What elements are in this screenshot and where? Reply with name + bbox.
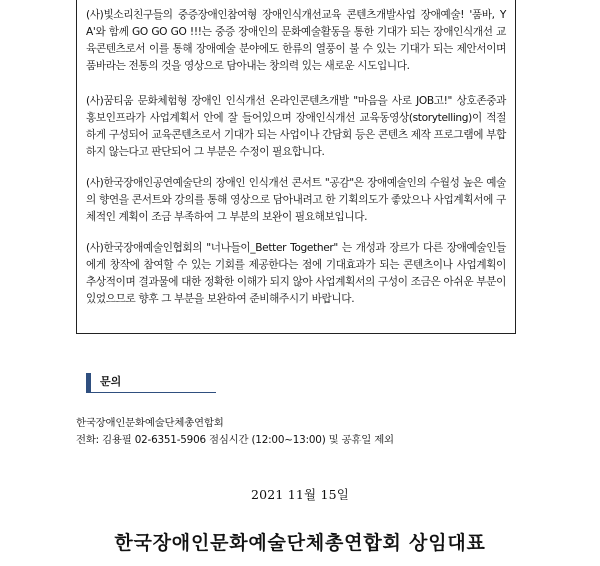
signature-line: 한국장애인문화예술단체총연합회 상임대표 (114, 532, 486, 554)
review-paragraph-bitsori: (사)빛소리친구들의 중증장애인참여형 장애인식개선교육 콘텐츠개발사업 장애예술! '품바, YA'와 함께 GO GO GO !!!는 중증 장애인의 문화예술활동을 통한 기대가 되는 장애인식개선 교육콘텐츠로서 이를 통해 장애예술 분야에도 한류의 열풍이 불 수 있는 기대가 되는 제안서이며 품바라는 전통의 것을 영상으로 담아내는 창의력 있는 새로운 시도입니다. (86, 9, 506, 72)
review-paragraph-performing-arts: (사)한국장애인공연예술단의 장애인 인식개선 콘서트 "공감"은 장애예술인의 수월성 높은 예술의 향연을 콘서트와 강의를 통해 영상으로 담아내려고 한 기획의도가 좋았으나 사업계획서에 구체적인 계획이 조금 부족하여 그 부분의 보완이 필요해보입니다. (86, 177, 506, 223)
review-paragraph-disabled-artists: (사)한국장애예술인협회의 "너나들이_Better Together" 는 개성과 장르가 다른 장애예술인들에게 창작에 참여할 수 있는 기회를 제공한다는 점에 기대효과가 되는 콘텐츠이나 사업계획이 추상적이며 결과물에 대한 정확한 이해가 되지 않아 사업계획서의 구성이 조금은 아쉬운 부분이 있었으므로 향후 그 부분을 보완하여 준비해주시기 바랍니다. (86, 242, 506, 305)
review-paragraph-kkumtium: (사)꿈티움 문화체험형 장애인 인식개선 온라인콘텐츠개발 "마음을 사로 JOB고!" 상호존중과 홍보인프라가 사업계획서 안에 잘 들어있으며 장애인식개선 교육동영상(storytelling)이 적절하게 구성되어 교육콘텐츠로서 기대가 되는 사업이나 간담회 등은 콘텐츠 제작 프로그램에 부합하지 않는다고 판단되어 그 부분은 수정이 필요합니다. (86, 95, 506, 158)
document-date: 2021 11월 15일 (250, 487, 350, 502)
review-comments-box (76, 0, 516, 334)
contact-section-header: 문의 (86, 373, 216, 393)
contact-phone-line: 전화: 김용필 02-6351-5906 점심시간 (12:00~13:00) 및 공휴일 제외 (76, 434, 394, 446)
contact-organization: 한국장애인문화예술단체총연합회 (76, 417, 224, 429)
